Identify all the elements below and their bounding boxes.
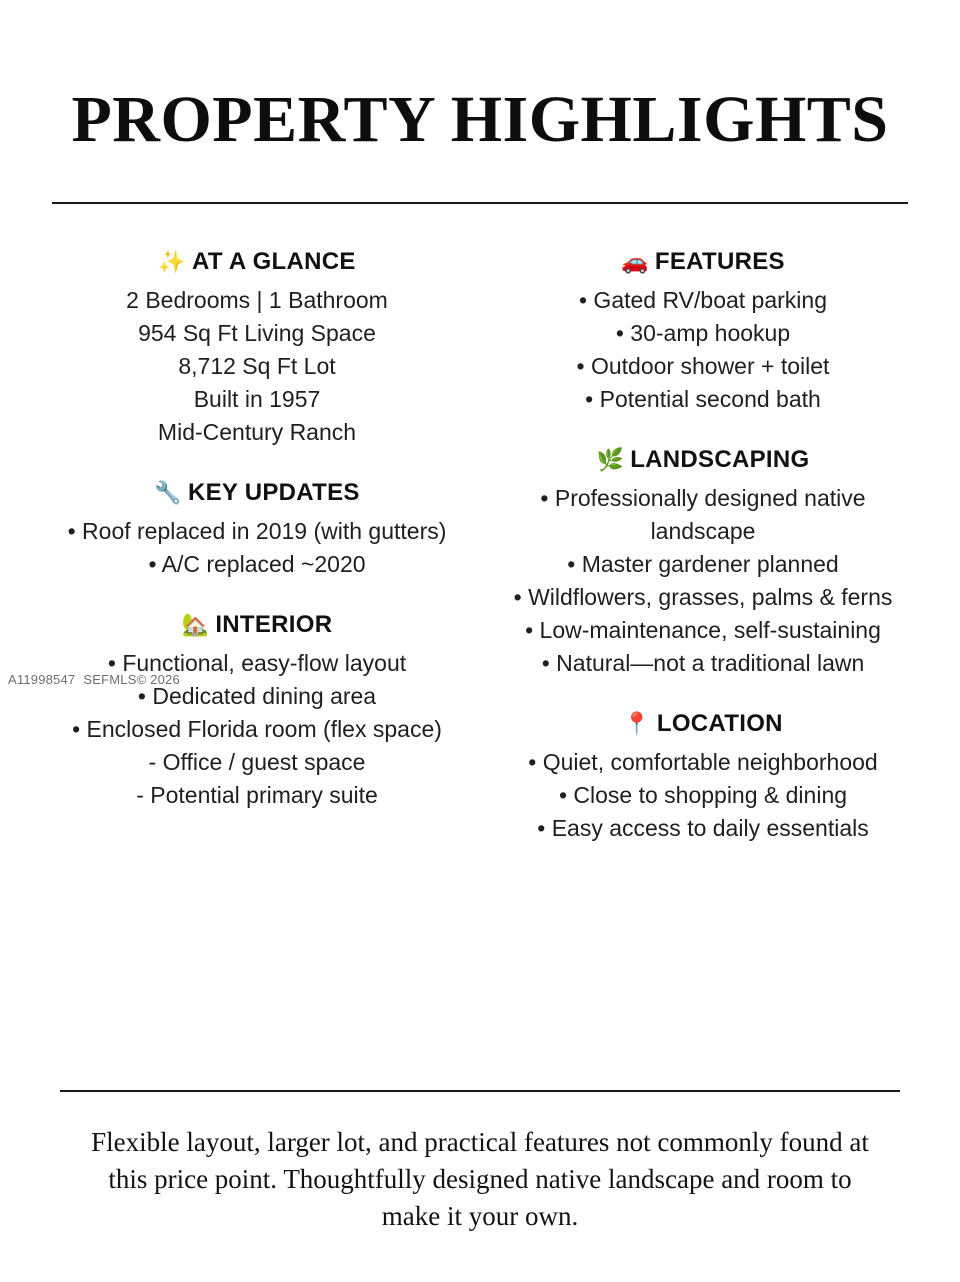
- header-divider: [52, 202, 908, 204]
- section-at-a-glance: [52, 248, 462, 449]
- list-item: • 30-amp hookup: [615, 320, 791, 347]
- list-item: 2 Bedrooms | 1 Bathroom: [126, 287, 388, 314]
- section-heading-label: FEATURES: [654, 248, 785, 276]
- right-column: [480, 248, 908, 875]
- sparkles-icon: ✨: [158, 250, 186, 276]
- section-heading: [498, 248, 908, 276]
- list-item: • Quiet, comfortable neighborhood: [528, 749, 878, 776]
- section-lines: [52, 284, 462, 449]
- section-lines: [498, 482, 908, 680]
- list-item: • Functional, easy-flow layout: [107, 650, 407, 677]
- car-icon: 🚗: [621, 250, 649, 276]
- list-item: • Master gardener planned: [567, 551, 839, 578]
- section-features: [498, 248, 908, 416]
- list-item: • Low-maintenance, self-sustaining: [525, 617, 881, 644]
- section-heading: [52, 611, 462, 639]
- list-item: Mid-Century Ranch: [157, 419, 357, 446]
- section-lines: [52, 515, 462, 581]
- list-item: • Wildflowers, grasses, palms & ferns: [513, 584, 893, 611]
- section-landscaping: [498, 446, 908, 680]
- list-item: • Potential second bath: [585, 386, 821, 413]
- list-item: • Enclosed Florida room (flex space): [72, 716, 442, 743]
- left-column: [52, 248, 480, 875]
- footer-text: Flexible layout, larger lot, and practical features not commonly found at this price point. Thoughtfully designed native landscape and room to make it your own.: [91, 1127, 869, 1231]
- section-heading-label: AT A GLANCE: [191, 248, 356, 276]
- list-item: - Office / guest space: [148, 749, 366, 776]
- section-heading: [498, 446, 908, 474]
- mls-id: A11998547: [8, 672, 76, 687]
- list-item: • Natural—not a traditional lawn: [541, 650, 865, 677]
- section-lines: [498, 746, 908, 845]
- list-item: 954 Sq Ft Living Space: [138, 320, 376, 347]
- section-interior: [52, 611, 462, 812]
- section-heading-label: KEY UPDATES: [187, 479, 360, 507]
- list-item: • Dedicated dining area: [137, 683, 377, 710]
- footer-divider: [60, 1090, 900, 1092]
- mls-watermark: [8, 672, 180, 687]
- section-heading: [52, 248, 462, 276]
- section-heading-label: LOCATION: [656, 710, 783, 738]
- property-highlights-flyer: [0, 82, 960, 1282]
- section-key-updates: [52, 479, 462, 581]
- section-heading-label: INTERIOR: [215, 611, 333, 639]
- list-item: • Professionally designed native landscape: [540, 485, 866, 545]
- content-columns: [52, 248, 908, 875]
- list-item: • Easy access to daily essentials: [537, 815, 869, 842]
- section-lines: [498, 284, 908, 416]
- map-pin-icon: 📍: [623, 712, 651, 738]
- section-heading: [498, 710, 908, 738]
- section-heading-label: LANDSCAPING: [630, 446, 810, 474]
- list-item: • Gated RV/boat parking: [578, 287, 827, 314]
- house-icon: 🏡: [181, 613, 210, 639]
- wrench-icon: 🔧: [154, 481, 182, 507]
- section-location: [498, 710, 908, 845]
- list-item: Built in 1957: [193, 386, 321, 413]
- list-item: • A/C replaced ~2020: [148, 551, 366, 578]
- list-item: 8,712 Sq Ft Lot: [178, 353, 336, 380]
- list-item: - Potential primary suite: [136, 782, 378, 809]
- page-title: PROPERTY HIGHLIGHTS: [71, 83, 889, 156]
- list-item: • Outdoor shower + toilet: [576, 353, 830, 380]
- section-heading: [52, 479, 462, 507]
- herb-icon: 🌿: [596, 448, 625, 474]
- list-item: • Roof replaced in 2019 (with gutters): [67, 518, 447, 545]
- list-item: • Close to shopping & dining: [558, 782, 848, 809]
- mls-source: SEFMLS© 2026: [83, 672, 180, 687]
